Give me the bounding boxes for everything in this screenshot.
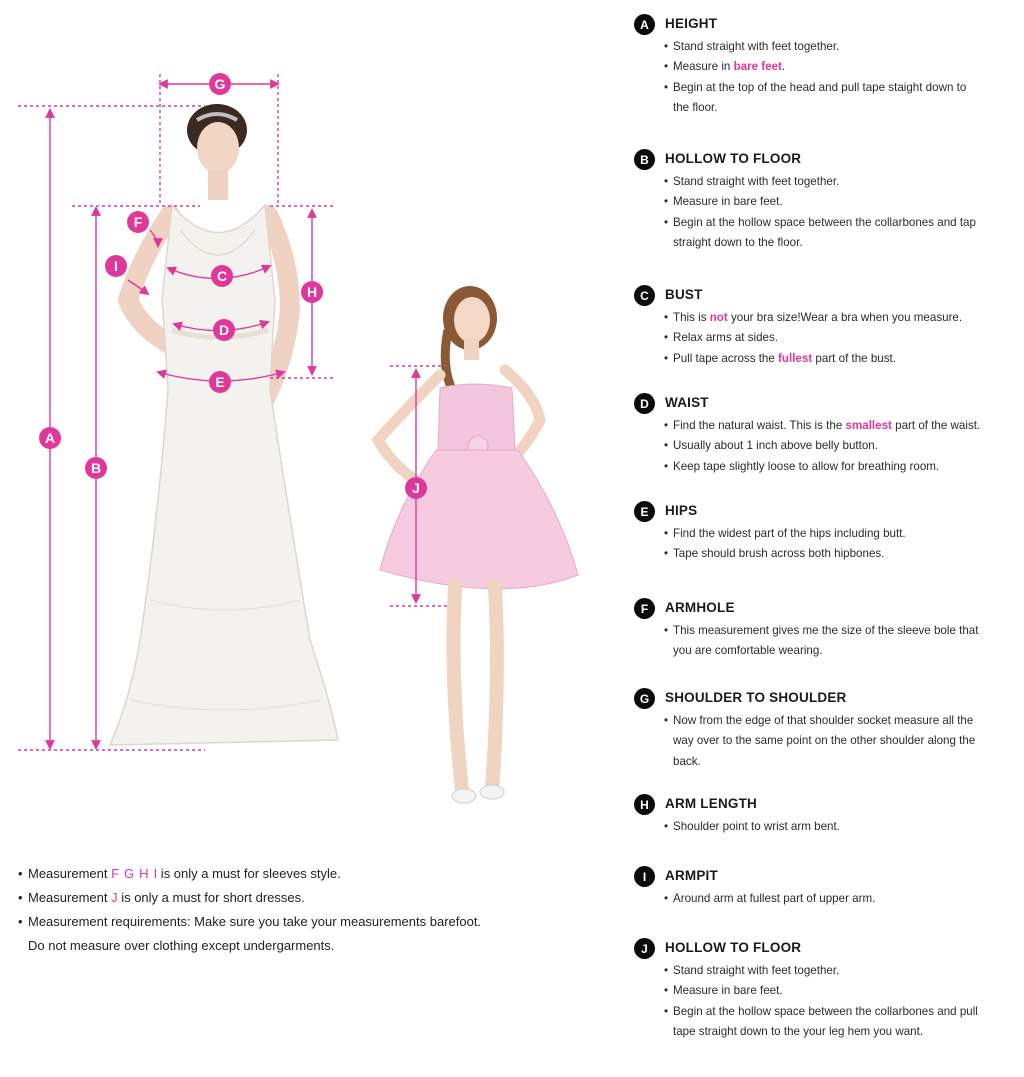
instruction-text: Pull tape across the [673,351,779,365]
guide-title: ARMPIT [665,868,718,883]
note-sleeves-suffix: is only a must for sleeves style. [157,866,341,881]
instruction-text: This is [673,311,710,324]
label-badge-g [209,73,231,95]
guide-instructions [664,37,1014,119]
bride-model [110,104,338,745]
guide-instructions [664,817,1014,837]
instruction-line [664,192,1014,212]
instruction-text: Begin at the hollow space between the collarbones and tap [673,215,976,229]
instruction-text: Begin at the hollow space between the collarbones and pull [673,1004,978,1018]
svg-text:F: F [133,214,143,230]
instruction-line [664,349,1014,369]
instruction-line [664,457,1014,477]
guide-instructions [664,172,1014,254]
guide-title: ARMHOLE [665,600,735,615]
guide-instructions [664,711,1014,772]
svg-text:D: D [218,322,230,338]
guide-title: BUST [665,287,703,302]
letter-badge-a: A [634,14,655,35]
instruction-text: Keep tape slightly loose to allow for breathing room. [673,459,940,473]
instruction-text: Around arm at fullest part of upper arm. [673,892,876,905]
svg-text:B: B [90,460,102,476]
note-requirements-text-2: Do not measure over clothing except undergarments. [28,938,335,953]
guide-title: HOLLOW TO FLOOR [665,940,802,955]
instruction-highlight: smallest [845,419,892,432]
instruction-line [664,328,1014,348]
instruction-line [664,1022,1014,1042]
label-badge-e [209,371,231,393]
instruction-line [664,817,1014,837]
note-short-prefix: Measurement [28,890,112,905]
guide-instructions [664,308,1014,369]
letter-badge-e: E [634,501,655,522]
instruction-text: Begin at the top of the head and pull tape staight down to [673,80,967,94]
svg-text:H: H [306,284,318,300]
svg-text:A: A [44,430,56,446]
measurement-notes [18,862,558,958]
letter-badge-j: J [634,938,655,959]
instruction-highlight: not [709,311,728,324]
note-letter-f: F [111,866,120,881]
instruction-text: Find the widest part of the hips including butt. [673,527,906,540]
instruction-text: straight down to the floor. [673,236,803,250]
measurement-figure [0,0,620,830]
label-badge-d [213,319,235,341]
letter-badge-g: G [634,688,655,709]
instruction-line [664,731,1014,751]
guide-instructions [664,961,1014,1043]
instruction-text: tape straight down to the your leg hem you want. [673,1025,924,1039]
label-badge-h [301,281,323,303]
note-letter-j: J [111,890,118,905]
svg-text:C: C [216,268,228,284]
guide-instructions [664,416,1014,477]
guide-title: HIPS [665,503,698,518]
label-badge-j [405,477,427,499]
instruction-line [664,961,1014,981]
instruction-text: Find the natural waist. This is the [673,419,846,432]
instruction-text-suffix: part of the bust. [812,351,896,365]
instruction-text: way over to the same point on the other shoulder along the [673,734,976,748]
note-letter-h: H [139,866,149,881]
instruction-text-suffix: part of the waist. [891,419,981,432]
guide-title: SHOULDER TO SHOULDER [665,690,847,705]
instruction-line [664,889,1014,909]
guide-title: WAIST [665,395,709,410]
instruction-text: Relax arms at sides. [673,331,779,345]
instruction-text: Tape should brush across both hipbones. [673,547,885,561]
instruction-line [664,981,1014,1001]
instruction-line [664,416,1014,436]
guide-title: HOLLOW TO FLOOR [665,151,802,166]
instruction-highlight: fullest [778,351,813,365]
instruction-text: Measure in [673,60,734,74]
note-requirements-cont [18,934,558,958]
instruction-text: This measurement gives me the size of the sleeve bole that [673,624,979,637]
instruction-text: Stand straight with feet together. [673,964,840,977]
letter-badge-d: D [634,393,655,414]
instruction-text-suffix: . [781,60,786,74]
letter-badge-c: C [634,285,655,306]
instruction-highlight: bare feet [733,60,782,74]
instruction-text-suffix: your bra size!Wear a bra when you measure. [727,311,963,324]
instruction-text: Now from the edge of that shoulder socket measure all the [673,714,974,727]
instruction-text: Stand straight with feet together. [673,175,840,188]
instruction-text: back. [673,754,701,768]
letter-badge-b: B [634,149,655,170]
instruction-text: Stand straight with feet together. [673,40,840,53]
note-sleeves-letters [111,866,157,881]
measurement-illustration [0,0,620,830]
note-requirements-text: Measurement requirements: Make sure you take your measurements barefoot. [28,914,482,929]
guide-title: ARM LENGTH [665,796,757,811]
instruction-line [664,1002,1014,1022]
note-letter-g: G [124,866,135,881]
instruction-line [664,172,1014,192]
note-letter-i: I [153,866,158,881]
note-sleeves-prefix: Measurement [28,866,112,881]
note-sleeves [18,862,558,886]
guide-title: HEIGHT [665,16,718,31]
instruction-line [664,544,1014,564]
guide-instructions [664,524,1014,565]
instruction-line [664,641,1014,661]
label-badge-b [85,457,107,479]
note-short-dresses [18,886,558,910]
instruction-line [664,621,1014,641]
instruction-line [664,37,1014,57]
svg-text:E: E [215,374,225,390]
instruction-text: Measure in bare feet. [673,195,783,209]
letter-badge-i: I [634,866,655,887]
instruction-line [664,213,1014,233]
svg-text:J: J [412,480,420,496]
instruction-line [664,711,1014,731]
svg-text:I: I [114,258,118,274]
instruction-text: Measure in bare feet. [673,984,783,998]
guide-instructions [664,621,1014,662]
instruction-text: the floor. [673,101,718,115]
svg-text:G: G [214,76,226,92]
letter-badge-f: F [634,598,655,619]
instruction-text: Shoulder point to wrist arm bent. [673,820,840,833]
instruction-text: Usually about 1 inch above belly button. [673,439,878,453]
guide-instructions [664,889,1014,909]
instruction-line [664,233,1014,253]
instruction-line [664,752,1014,772]
instruction-line [664,524,1014,544]
instruction-line [664,308,1014,328]
letter-badge-h: H [634,794,655,815]
instruction-line [664,436,1014,456]
label-badge-c [211,265,233,287]
label-badge-f [127,211,149,233]
instruction-text: you are comfortable wearing. [673,644,823,658]
label-badge-a [39,427,61,449]
instruction-line [664,98,1014,118]
label-badge-i [105,255,127,277]
note-requirements [18,910,558,934]
short-dress-model [378,286,578,803]
instruction-line [664,57,1014,77]
instruction-line [664,78,1014,98]
note-short-suffix: is only a must for short dresses. [117,890,305,905]
